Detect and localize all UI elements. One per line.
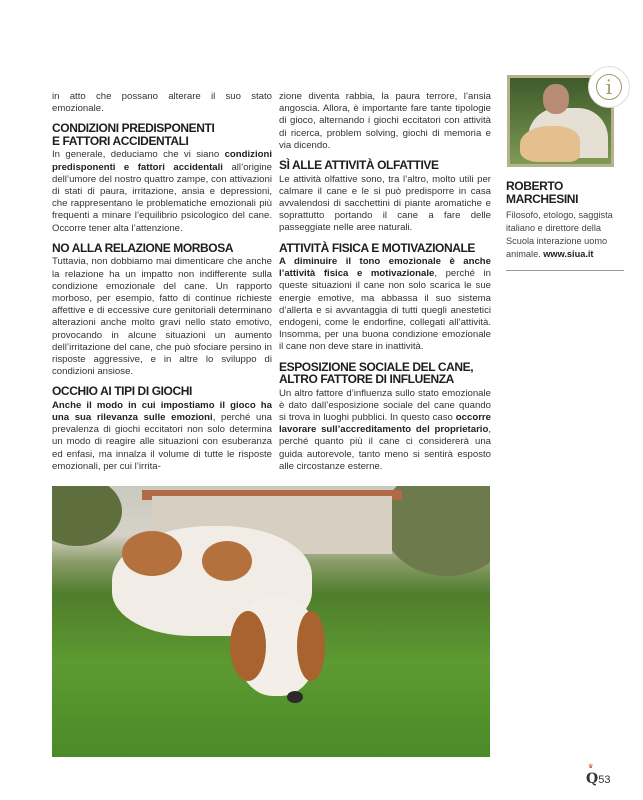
text: all’origine dell’umore del nostro quattro zampe, con attivazioni di stati di paura, irritazione, ansia e depressioni, che rappresentano le problematiche emozionali più frequenti a minare l’equilibrio psicologico del cane. Occorre tener alta l’attenzione.	[52, 161, 272, 234]
info-icon: i	[588, 66, 630, 108]
author-name: ROBERTO MARCHESINI	[506, 179, 579, 206]
paragraph	[52, 400, 272, 473]
text-column-middle	[279, 91, 491, 480]
paragraph: Tuttavia, non dobbiamo mai dimenticare che anche la relazione ha un impatto non indifferente sulla condizione emozionale del cane. Un rapporto morboso, per esempio, fatto di continue richieste affettive e di eccessive cure genitoriali determinano alterazioni anche molto gravi nello stato emotivo, provocando in alcune situazioni un aumento dell’irritazione del cane, che può sfociare persino in risposte aggressive, e in altre lo sviluppo di condizioni ansiose.	[52, 256, 272, 378]
text: In generale, deduciamo che vi siano	[52, 149, 225, 161]
text-column-left	[52, 91, 272, 480]
section-heading: NO ALLA RELAZIONE MORBOSA	[52, 240, 234, 255]
magazine-logo: Q	[586, 771, 599, 787]
crown-icon: ♛	[588, 764, 594, 770]
bold-text: condizioni predisponenti e fattori accidentali	[52, 149, 272, 173]
heading-line: ALTRO FATTORE DI INFLUENZA	[279, 372, 454, 387]
bold-text: occorre lavorare sull’accreditamento del proprietario	[279, 412, 491, 436]
paragraph: in atto che possano alterare il suo stato emozionale.	[52, 91, 272, 115]
paragraph	[279, 388, 491, 473]
divider	[506, 270, 624, 271]
heading-line: E FATTORI ACCIDENTALI	[52, 133, 189, 148]
text: , perché quanto più il cane ci considererà una guida autorevole, tanto meno si sentirà esposto alle circostanze esterne.	[279, 424, 491, 472]
paragraph	[52, 149, 272, 234]
page-number-text: 53	[598, 774, 611, 786]
text: Un altro fattore d’influenza sullo stato emozionale è dato dall’esposizione sociale del cane quando si trova in luoghi pubblici. In questo caso	[279, 387, 491, 424]
heading-line: ESPOSIZIONE SOCIALE DEL CANE,	[279, 359, 474, 374]
author-website-link[interactable]: www.siua.it	[543, 249, 594, 259]
heading-line: CONDIZIONI PREDISPONENTI	[52, 121, 215, 136]
section-heading: OCCHIO AI TIPI DI GIOCHI	[52, 384, 192, 399]
bold-text: Anche il modo in cui impostiamo il gioco ha una sua rilevanza sulle emozioni	[52, 399, 272, 424]
author-bio: Filosofo, etologo, saggista italiano e direttore della Scuola interazione uomo animale. www.siua.it	[506, 210, 613, 259]
paragraph	[279, 256, 491, 354]
page-number	[586, 764, 610, 788]
section-heading: SÌ ALLE ATTIVITÀ OLFATTIVE	[279, 158, 439, 173]
section-heading	[52, 122, 272, 147]
bold-text: A diminuire il tono emozionale è anche l’attività fisica e motivazionale	[279, 256, 491, 280]
paragraph: zione diventa rabbia, la paura terrore, l’ansia angoscia. Allora, è importante fare tante tipologie di gioco, alternando i giochi eccitatori con attività di ricerca, problem solving, giochi di memoria e via dicendo.	[279, 91, 491, 151]
paragraph: Le attività olfattive sono, tra l’altro, molto utili per calmare il cane e le si può predisporre in casa avvalendosi di sacchettini di piante aromatiche e soprattutto portando il cane a fare delle passeggiate nelle aree naturali.	[279, 173, 491, 234]
beagle-photo	[52, 486, 490, 757]
text: , perché una prevalenza di giochi eccitatori non solo determina un modo di reagire alle situazioni con esuberanza ed enfasi, ma innalza il volume di tutte le risposte emozionali, per cui l’irrita-	[52, 412, 272, 472]
text: , perché in queste situazioni il cane non solo scarica le sue energie emotive, ma abbassa il suo sistema d’allerta e si avvantaggia di tutti quegli anestetici endogeni, come le endorfine, collegati all’attività. Insomma, per una buona condizione emozionale il cane non deve stare in inattività.	[279, 268, 491, 353]
section-heading: ATTIVITÀ FISICA E MOTIVAZIONALE	[279, 240, 476, 255]
section-heading	[279, 361, 491, 386]
